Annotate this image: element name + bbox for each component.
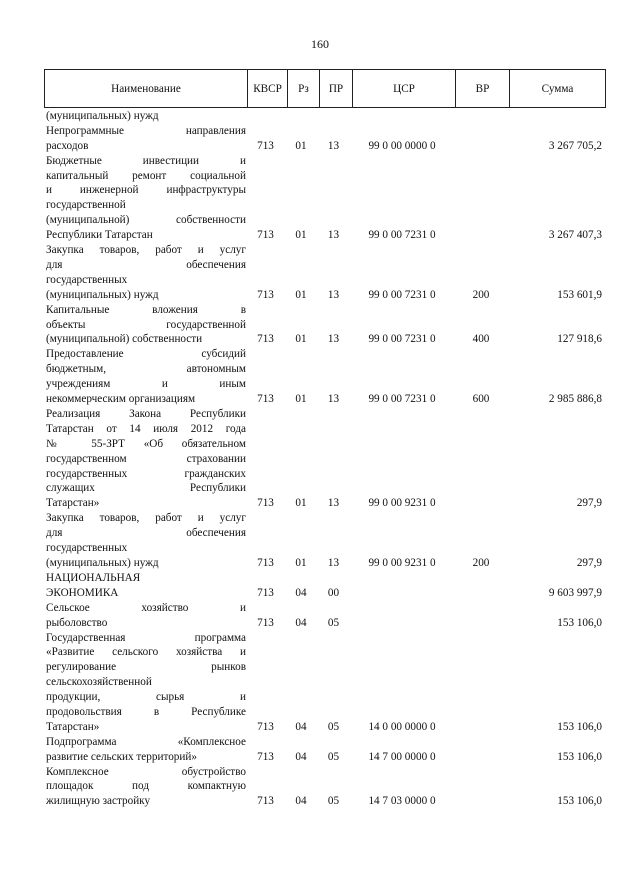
cell-csr: 99 0 00 7231 0 <box>368 229 436 242</box>
cell-vr: 400 <box>472 333 490 346</box>
row-name <box>46 601 246 631</box>
cell-rz: 04 <box>295 795 307 808</box>
cell-rz: 01 <box>295 333 307 346</box>
row-name <box>46 303 246 348</box>
row-name-line: некоммерческим организациям <box>46 393 196 406</box>
row-name-line: Комплексное обустройство <box>46 765 246 778</box>
row-name-line: Предоставление субсидий <box>46 348 246 361</box>
row-name-line: рыболовство <box>46 616 108 629</box>
header-kvsr: КВСР <box>247 70 287 107</box>
row-name <box>46 243 246 303</box>
row-name-line: учреждениям и иным <box>46 378 246 391</box>
row-name-line: государственных <box>46 273 128 286</box>
header-vr: ВР <box>455 70 509 107</box>
row-name <box>46 511 246 571</box>
table-row <box>44 154 606 243</box>
table-row <box>44 109 606 124</box>
row-name-line: Республики Татарстан <box>46 229 153 242</box>
header-sum: Сумма <box>509 70 606 107</box>
cell-vr: 200 <box>472 556 490 569</box>
cell-sum: 297,9 <box>576 497 602 510</box>
table-row <box>44 407 606 511</box>
cell-rz: 04 <box>295 750 307 763</box>
cell-csr: 99 0 00 7231 0 <box>368 393 436 406</box>
row-name-line: развитие сельских территорий» <box>46 750 197 763</box>
row-name-line: государственном страховании <box>46 452 246 465</box>
table-row <box>44 735 606 765</box>
cell-sum: 3 267 407,3 <box>548 229 602 242</box>
row-name-line: Капитальные вложения в <box>46 303 246 316</box>
cell-kvsr: 713 <box>257 393 274 406</box>
cell-vr: 200 <box>472 288 490 301</box>
row-name <box>46 109 246 124</box>
row-name-line: регулирование рынков <box>46 661 246 674</box>
row-name-line: продовольствия в Республике <box>46 705 246 718</box>
cell-pr: 05 <box>327 795 340 808</box>
cell-kvsr: 713 <box>257 795 274 808</box>
row-name-line: государственной <box>46 199 126 212</box>
cell-rz: 01 <box>295 288 307 301</box>
cell-rz: 01 <box>295 393 307 406</box>
cell-csr: 99 0 00 0000 0 <box>368 139 436 152</box>
header-rz: Рз <box>287 70 319 107</box>
cell-pr: 13 <box>327 139 340 152</box>
row-name-line: для обеспечения <box>46 527 246 540</box>
row-name-line: бюджетным, автономным <box>46 363 246 376</box>
cell-pr: 05 <box>327 720 340 733</box>
cell-kvsr: 713 <box>257 616 274 629</box>
row-name-line: служащих Республики <box>46 482 246 495</box>
row-name-line: жилищную застройку <box>46 795 151 808</box>
header-pr: ПР <box>319 70 352 107</box>
cell-vr: 600 <box>472 393 490 406</box>
row-name <box>46 124 246 154</box>
table-row <box>44 243 606 303</box>
cell-kvsr: 713 <box>257 750 274 763</box>
page-number: 160 <box>311 37 329 51</box>
table-row <box>44 347 606 407</box>
row-name-line: (муниципальных) нужд <box>46 288 159 301</box>
table-row <box>44 511 606 571</box>
cell-rz: 01 <box>295 229 307 242</box>
cell-pr: 13 <box>327 497 340 510</box>
row-name-line: Бюджетные инвестиции и <box>46 154 246 167</box>
cell-kvsr: 713 <box>257 586 274 599</box>
cell-sum: 127 918,6 <box>557 333 602 346</box>
cell-sum: 153 106,0 <box>557 720 602 733</box>
header-csr: ЦСР <box>352 70 455 107</box>
table-row <box>44 303 606 348</box>
cell-pr: 13 <box>327 556 340 569</box>
row-name <box>46 571 246 601</box>
cell-rz: 04 <box>295 586 307 599</box>
table-body <box>44 109 606 829</box>
cell-rz: 01 <box>295 497 307 510</box>
cell-pr: 13 <box>327 288 340 301</box>
cell-rz: 01 <box>295 556 307 569</box>
row-name-line: № 55-ЗРТ «Об обязательном <box>46 437 246 450</box>
row-name <box>46 407 246 511</box>
table-header <box>44 69 606 108</box>
cell-rz: 01 <box>295 139 307 152</box>
cell-csr: 14 7 03 0000 0 <box>368 795 436 808</box>
cell-pr: 13 <box>327 333 340 346</box>
row-name-line: Реализация Закона Республики <box>46 408 246 420</box>
table-row <box>44 765 606 810</box>
cell-csr: 14 7 00 0000 0 <box>368 750 436 763</box>
row-name-line: (муниципальной) собственности <box>46 333 203 346</box>
table-row <box>44 631 606 735</box>
row-name-line: государственных гражданских <box>46 467 246 480</box>
row-name-line: Татарстан» <box>46 497 100 510</box>
cell-sum: 3 267 705,2 <box>548 139 602 152</box>
cell-sum: 153 106,0 <box>557 616 602 629</box>
row-name-line: расходов <box>46 139 89 152</box>
table-row <box>44 124 606 154</box>
row-name <box>46 154 246 243</box>
row-name <box>46 347 246 407</box>
row-name-line: Государственная программа <box>46 631 246 644</box>
row-name-line: сельскохозяйственной <box>46 676 152 689</box>
row-name-line: и инженерной инфраструктуры <box>46 184 246 197</box>
row-name-line: Закупка товаров, работ и услуг <box>46 512 246 525</box>
cell-pr: 13 <box>327 229 340 242</box>
row-name-line: площадок под компактную <box>46 780 246 793</box>
cell-pr: 13 <box>327 393 340 406</box>
row-name-line: продукции, сырья и <box>46 691 246 704</box>
cell-kvsr: 713 <box>257 333 274 346</box>
cell-kvsr: 713 <box>257 139 274 152</box>
row-name-line: Татарстан от 14 июля 2012 года <box>46 422 246 435</box>
cell-csr: 99 0 00 7231 0 <box>368 288 436 301</box>
row-name-line: Непрограммные направления <box>46 124 246 137</box>
cell-kvsr: 713 <box>257 556 274 569</box>
cell-kvsr: 713 <box>257 229 274 242</box>
cell-pr: 05 <box>327 750 340 763</box>
row-name-line: объекты государственной <box>46 318 246 331</box>
cell-pr: 05 <box>327 616 340 629</box>
cell-sum: 2 985 886,8 <box>548 393 602 406</box>
cell-sum: 9 603 997,9 <box>548 586 602 599</box>
cell-csr: 99 0 00 7231 0 <box>368 333 436 346</box>
row-name <box>46 631 246 735</box>
row-name-line: «Развитие сельского хозяйства и <box>46 646 246 659</box>
cell-csr: 99 0 00 9231 0 <box>368 497 436 510</box>
cell-rz: 04 <box>295 616 307 629</box>
cell-sum: 297,9 <box>576 556 602 569</box>
row-name-line: (муниципальных) нужд <box>46 110 159 122</box>
row-name-line: ЭКОНОМИКА <box>46 586 119 599</box>
row-name-line: Закупка товаров, работ и услуг <box>46 244 246 257</box>
row-name-line: НАЦИОНАЛЬНАЯ <box>46 571 141 584</box>
cell-kvsr: 713 <box>257 497 274 510</box>
table-row <box>44 571 606 601</box>
row-name-line: капитальный ремонт социальной <box>46 169 246 182</box>
row-name-line: Татарстан» <box>46 720 100 733</box>
cell-rz: 04 <box>295 720 307 733</box>
header-name: Наименование <box>44 70 247 107</box>
cell-kvsr: 713 <box>257 720 274 733</box>
row-name-line: для обеспечения <box>46 258 246 271</box>
cell-csr: 14 0 00 0000 0 <box>368 720 436 733</box>
table-row <box>44 601 606 631</box>
row-name-line: государственных <box>46 542 128 555</box>
row-name-line: Подпрограмма «Комплексное <box>46 735 246 748</box>
cell-csr: 99 0 00 9231 0 <box>368 556 436 569</box>
row-name-line: (муниципальных) нужд <box>46 556 159 569</box>
cell-sum: 153 106,0 <box>557 795 602 808</box>
cell-sum: 153 106,0 <box>557 750 602 763</box>
row-name <box>46 765 246 810</box>
cell-kvsr: 713 <box>257 288 274 301</box>
row-name <box>46 735 246 765</box>
cell-sum: 153 601,9 <box>557 288 602 301</box>
row-name-line: Сельское хозяйство и <box>46 601 246 614</box>
row-name-line: (муниципальной) собственности <box>46 214 246 227</box>
cell-pr: 00 <box>327 586 340 599</box>
